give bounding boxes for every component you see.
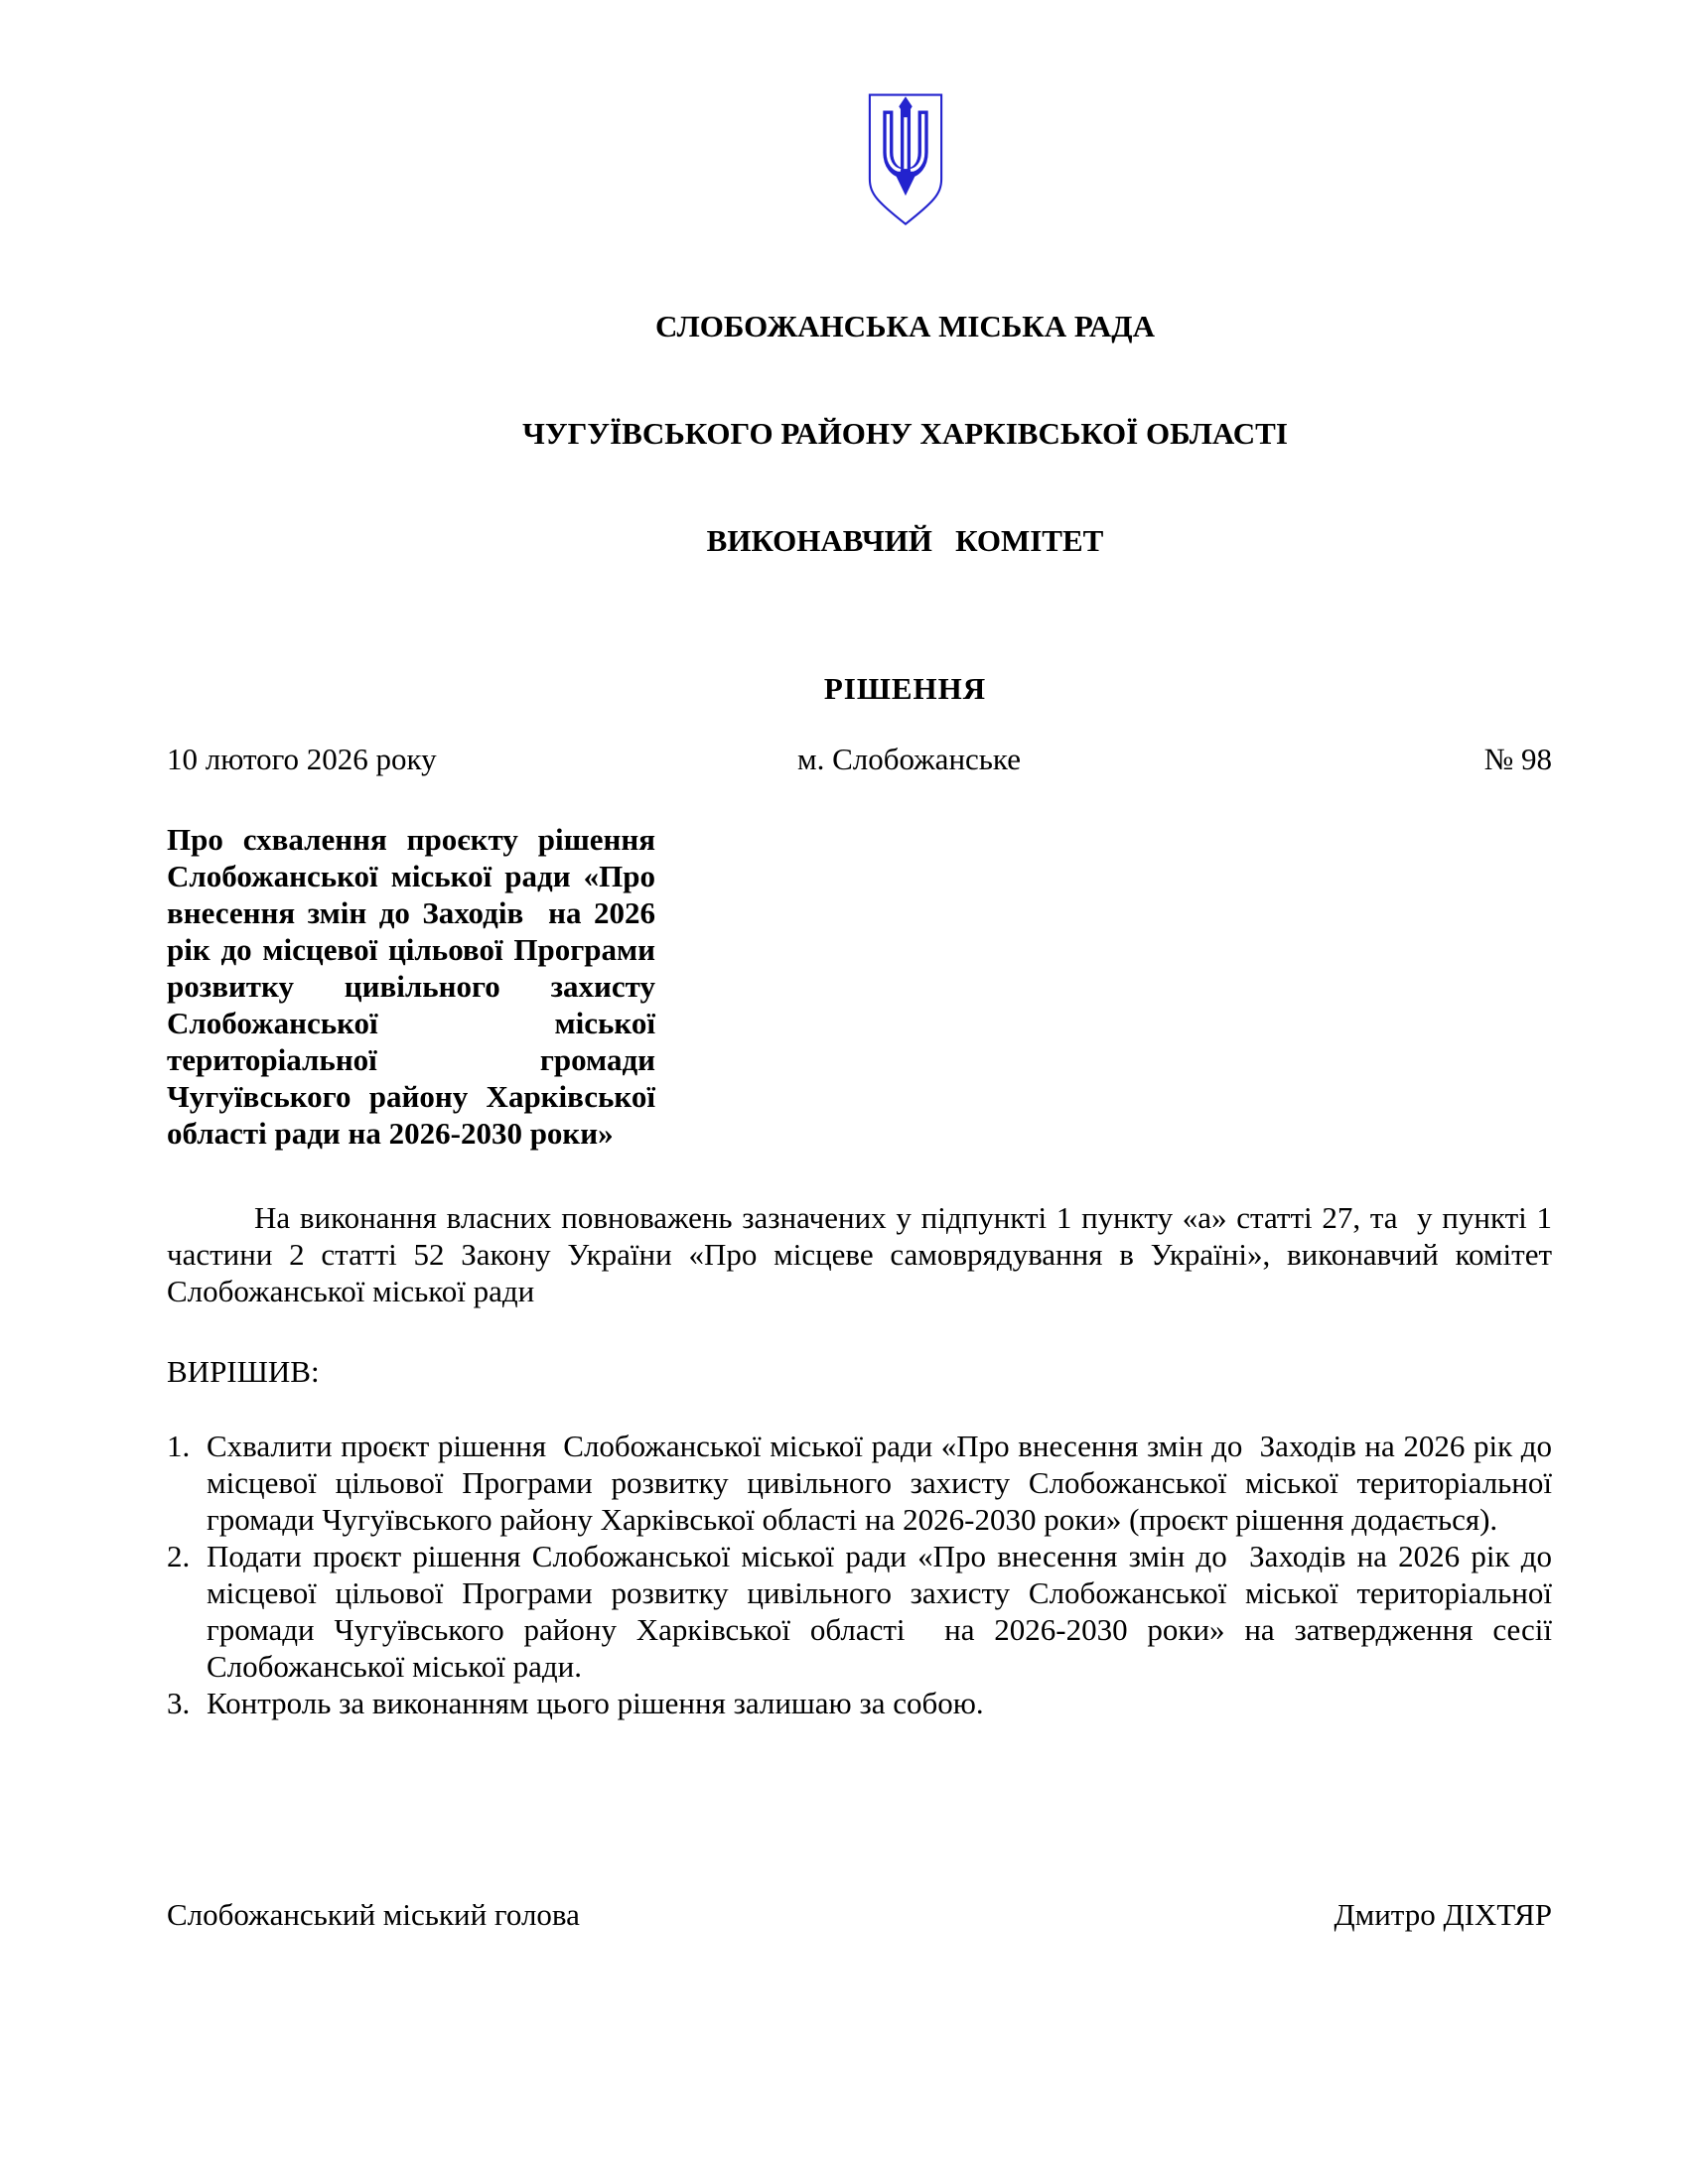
document-content [167,0,1568,1933]
item-number: 1. [167,1429,191,1463]
document-date: 10 лютого 2026 року [167,742,437,776]
emblem-row [167,92,1552,227]
preamble-paragraph: На виконання власних повноважень зазначених у підпункті 1 пункту «а» статті 27, та у пункті 1 частини 2 статті 52 Закону України «Про місцеве самоврядування в Україні», виконавчий комітет Слобожанської міської ради [167,1200,1560,1308]
org-name-line3: ВИКОНАВЧИЙ КОМІТЕТ [706,523,1104,558]
item-text: Схвалити проєкт рішення Слобожанської міської ради «Про внесення змін до Заходів на 2026 рік до місцевої цільової Програми розвитку цивільного захисту Слобожанської міської територіальної громади Чугуївського району Харківської області на 2026-2030 роки» (проєкт рішення додається). [207,1429,1568,1537]
organization-header [167,237,1552,630]
document-number: № 98 [1483,742,1552,776]
item-number: 3. [167,1686,191,1720]
list-item [167,1428,1568,1538]
document-place: м. Слобожанське [797,742,1021,776]
meta-row [167,741,1552,777]
ukraine-trident-emblem-icon [864,92,947,227]
item-text: Контроль за виконанням цього рішення залишаю за собою. [207,1686,984,1720]
signer-title: Слобожанський міський голова [167,1897,580,1932]
list-item [167,1538,1560,1685]
org-name-line1: СЛОБОЖАНСЬКА МІСЬКА РАДА [655,309,1155,343]
signature-row [167,1896,1552,1933]
document-type-title: РІШЕННЯ [823,671,987,706]
resolution-label: ВИРІШИВ: [167,1354,320,1389]
signer-name: Дмитро ДІХТЯР [1334,1897,1552,1932]
list-item [167,1685,1552,1721]
item-number: 2. [167,1539,191,1573]
item-text: Подати проєкт рішення Слобожанської міської ради «Про внесення змін до Заходів на 2026 рік до місцевої цільової Програми розвитку цивільного захисту Слобожанської міської територіальної громади Чугуївського району Харківської області на 2026-2030 роки» на затвердження сесії Слобожанської міської ради. [207,1539,1560,1684]
org-name-line2: ЧУГУЇВСЬКОГО РАЙОНУ ХАРКІВСЬКОЇ ОБЛАСТІ [522,416,1288,451]
resolution-items [167,1428,1568,1721]
subject-paragraph: Про схвалення проєкту рішення Слобожанської міської ради «Про внесення змін до Заходів на 2026 рік до місцевої цільової Програми розвитку цивільного захисту Слобожанської міської територіальної громади Чугуївського району Харківської області ради на 2026-2030 роки» [167,822,663,1151]
